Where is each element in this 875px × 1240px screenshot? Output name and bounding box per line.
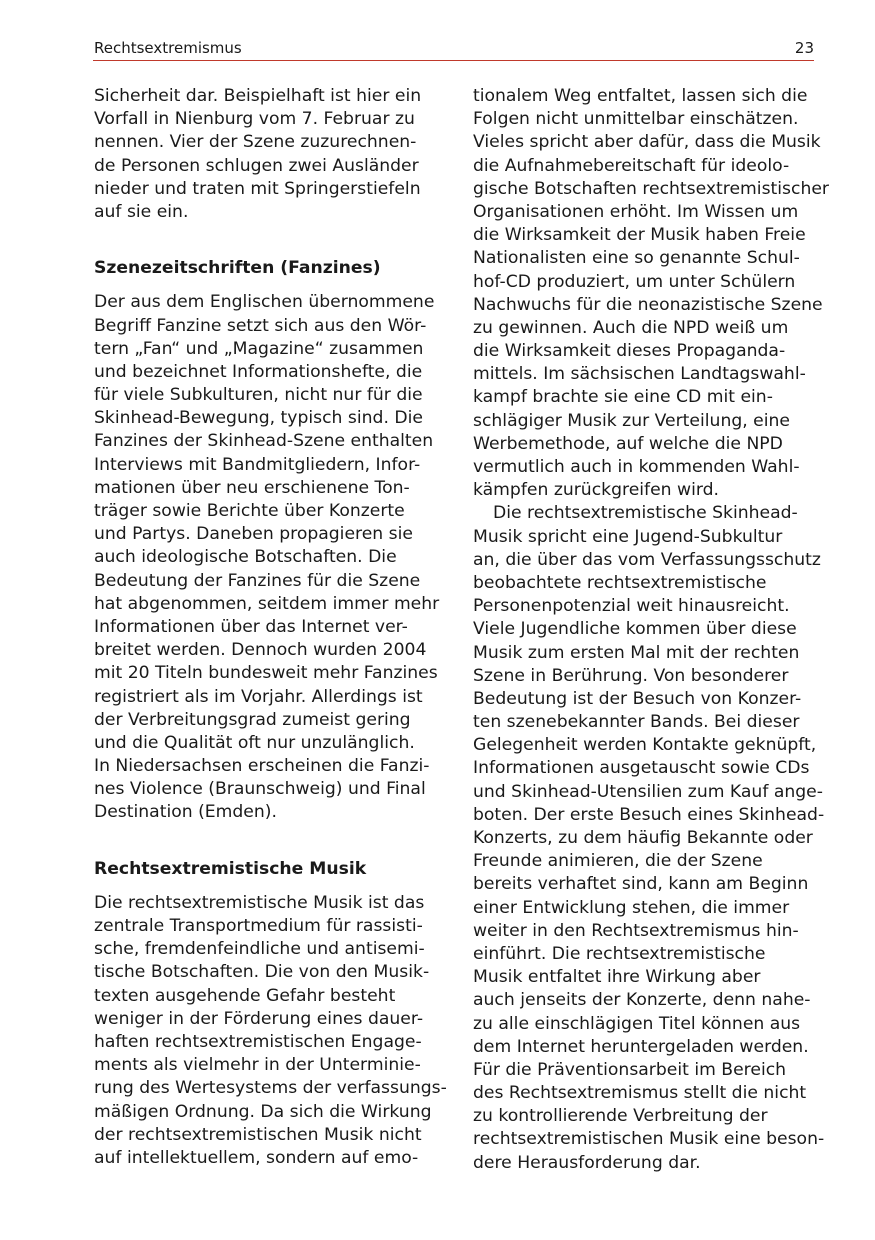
text-line: Viele Jugendliche kommen über diese	[473, 619, 797, 640]
text-line: Werbemethode, auf welche die NPD	[473, 433, 783, 454]
text-line: zu kontrollierende Verbreitung der	[473, 1106, 768, 1127]
text-line: boten. Der erste Besuch eines Skinhead-	[473, 804, 825, 825]
text-line: und Skinhead-Utensilien zum Kauf ange-	[473, 781, 823, 802]
text-line: tern „Fan“ und „Magazine“ zusammen	[94, 338, 424, 359]
text-line: mit 20 Titeln bundesweit mehr Fanzines	[94, 663, 438, 684]
text-line: weiter in den Rechtsextremismus hin-	[473, 920, 799, 941]
skinhead-music-paragraph	[473, 502, 825, 1174]
text-line: registriert als im Vorjahr. Allerdings ist	[94, 686, 423, 707]
text-line: Vieles spricht aber dafür, dass die Musik	[473, 132, 821, 153]
text-line: dem Internet heruntergeladen werden.	[473, 1036, 809, 1057]
text-line: tische Botschaften. Die von den Musik-	[94, 962, 430, 983]
text-line: bereits verhaftet sind, kann am Beginn	[473, 874, 809, 895]
right-column	[473, 85, 829, 1175]
text-line: Für die Präventionsarbeit im Bereich	[473, 1059, 787, 1080]
text-line: Freunde animieren, die der Szene	[473, 851, 763, 872]
text-line: für viele Subkulturen, nicht nur für die	[94, 385, 423, 406]
text-line: Die rechtsextremistische Skinhead-	[493, 503, 798, 524]
fanzines-paragraph	[94, 291, 439, 824]
text-line: hof-CD produziert, um unter Schülern	[473, 271, 796, 292]
text-line: ments als vielmehr in der Unterminie-	[94, 1055, 421, 1076]
section-heading-fanzines: Szenezeitschriften (Fanzines)	[94, 258, 381, 279]
text-line: und Partys. Daneben propagieren sie	[94, 524, 413, 545]
text-line: weniger in der Förderung eines dauer-	[94, 1008, 424, 1029]
text-line: träger sowie Berichte über Konzerte	[94, 501, 405, 521]
text-line: ten szenebekannter Bands. Bei dieser	[473, 712, 800, 733]
text-line: mäßigen Ordnung. Da sich die Wirkung	[94, 1101, 432, 1122]
text-line: gische Botschaften rechtsextremistischer	[473, 178, 829, 199]
text-line: breitet werden. Dennoch wurden 2004	[94, 640, 427, 661]
text-line: schlägiger Musik zur Verteilung, eine	[473, 410, 790, 431]
text-line: Der aus dem Englischen übernommene	[94, 292, 435, 313]
page-number: 23	[794, 39, 814, 57]
text-line: rechtsextremistischen Musik eine beson-	[473, 1129, 825, 1150]
text-line: Interviews mit Bandmitgliedern, Infor-	[94, 454, 421, 475]
text-line: Vorfall in Nienburg vom 7. Februar zu	[94, 109, 415, 130]
text-line: rung des Wertesystems der verfassungs-	[94, 1078, 447, 1099]
text-line: auch ideologische Botschaften. Die	[94, 547, 397, 568]
text-line: Fanzines der Skinhead-Szene enthalten	[94, 431, 434, 452]
text-line: die Wirksamkeit der Musik haben Freie	[473, 225, 806, 246]
text-line: des Rechtsextremismus stellt die nicht	[473, 1083, 807, 1104]
text-line: einer Entwicklung stehen, die immer	[473, 897, 790, 918]
text-line: beobachtete rechtsextremistische	[473, 572, 767, 593]
text-line: Folgen nicht unmittelbar einschätzen.	[473, 109, 799, 130]
text-line: Bedeutung ist der Besuch von Konzer-	[473, 688, 802, 709]
text-line: tionalem Weg entfaltet, lassen sich die	[473, 86, 808, 106]
text-line: Informationen ausgetauscht sowie CDs	[473, 758, 810, 779]
text-line: vermutlich auch in kommenden Wahl-	[473, 457, 800, 477]
text-line: de Personen schlugen zwei Ausländer	[94, 155, 419, 176]
text-line: hat abgenommen, seitdem immer mehr	[94, 593, 440, 614]
text-line: und die Qualität oft nur unzulänglich.	[94, 732, 415, 753]
text-line: nes Violence (Braunschweig) und Final	[94, 779, 426, 800]
text-line: Begriff Fanzine setzt sich aus den Wör-	[94, 315, 427, 336]
text-line: zu alle einschlägigen Titel können aus	[473, 1013, 801, 1034]
text-line: zentrale Transportmedium für rassisti-	[94, 916, 423, 936]
text-line: die Wirksamkeit dieses Propaganda-	[473, 341, 786, 362]
text-line: Nachwuchs für die neonazistische Szene	[473, 294, 823, 315]
text-line: nieder und traten mit Springerstiefeln	[94, 178, 421, 199]
running-title: Rechtsextremismus	[94, 39, 242, 57]
text-line: Informationen über das Internet ver-	[94, 616, 408, 637]
text-line: auf intellektuellem, sondern auf emo-	[94, 1147, 419, 1168]
text-line: Musik zum ersten Mal mit der rechten	[473, 642, 800, 663]
running-header	[93, 38, 814, 61]
text-line: Nationalisten eine so genannte Schul-	[473, 248, 800, 269]
text-line: Bedeutung der Fanzines für die Szene	[94, 570, 421, 591]
text-line: Destination (Emden).	[94, 802, 277, 823]
music-paragraph-continued	[473, 85, 829, 502]
text-line: Organisationen erhöht. Im Wissen um	[473, 201, 799, 222]
text-line: sche, fremdenfeindliche und antisemi-	[94, 939, 425, 960]
text-line: an, die über das vom Verfassungsschutz	[473, 549, 821, 570]
music-paragraph	[94, 892, 447, 1170]
text-line: In Niedersachsen erscheinen die Fanzi-	[94, 756, 430, 777]
intro-paragraph	[94, 85, 439, 224]
text-line: und bezeichnet Informationshefte, die	[94, 361, 423, 382]
text-line: Szene in Berührung. Von besonderer	[473, 665, 789, 686]
text-line: haften rechtsextremistischen Engage-	[94, 1031, 422, 1052]
text-line: auf sie ein.	[94, 201, 189, 222]
text-line: auch jenseits der Konzerte, denn nahe-	[473, 990, 811, 1011]
text-line: texten ausgehende Gefahr besteht	[94, 985, 396, 1006]
section-heading-music: Rechtsextremistische Musik	[94, 858, 367, 879]
text-line: Sicherheit dar. Beispielhaft ist hier ein	[94, 86, 422, 106]
text-line: kampf brachte sie eine CD mit ein-	[473, 387, 773, 408]
text-line: einführt. Die rechtsextremistische	[473, 943, 766, 964]
text-line: die Aufnahmebereitschaft für ideolo-	[473, 155, 790, 176]
text-line: Personenpotenzial weit hinausreicht.	[473, 596, 790, 617]
text-line: der rechtsextremistischen Musik nicht	[94, 1124, 422, 1145]
text-line: Musik entfaltet ihre Wirkung aber	[473, 967, 761, 988]
text-line: der Verbreitungsgrad zumeist gering	[94, 709, 411, 730]
text-line: Musik spricht eine Jugend-Subkultur	[473, 526, 783, 547]
text-line: zu gewinnen. Auch die NPD weiß um	[473, 317, 789, 338]
left-column	[94, 85, 447, 1170]
text-line: Gelegenheit werden Kontakte geknüpft,	[473, 735, 817, 756]
text-line: dere Herausforderung dar.	[473, 1152, 701, 1173]
text-line: mationen über neu erschienene Ton-	[94, 477, 410, 498]
text-line: kämpfen zurückgreifen wird.	[473, 480, 719, 501]
text-line: Konzerts, zu dem häufig Bekannte oder	[473, 828, 813, 848]
text-line: Die rechtsextremistische Musik ist das	[94, 892, 425, 913]
text-line: Skinhead-Bewegung, typisch sind. Die	[94, 408, 423, 429]
text-line: mittels. Im sächsischen Landtagswahl-	[473, 364, 806, 385]
text-line: nennen. Vier der Szene zuzurechnen-	[94, 132, 417, 153]
